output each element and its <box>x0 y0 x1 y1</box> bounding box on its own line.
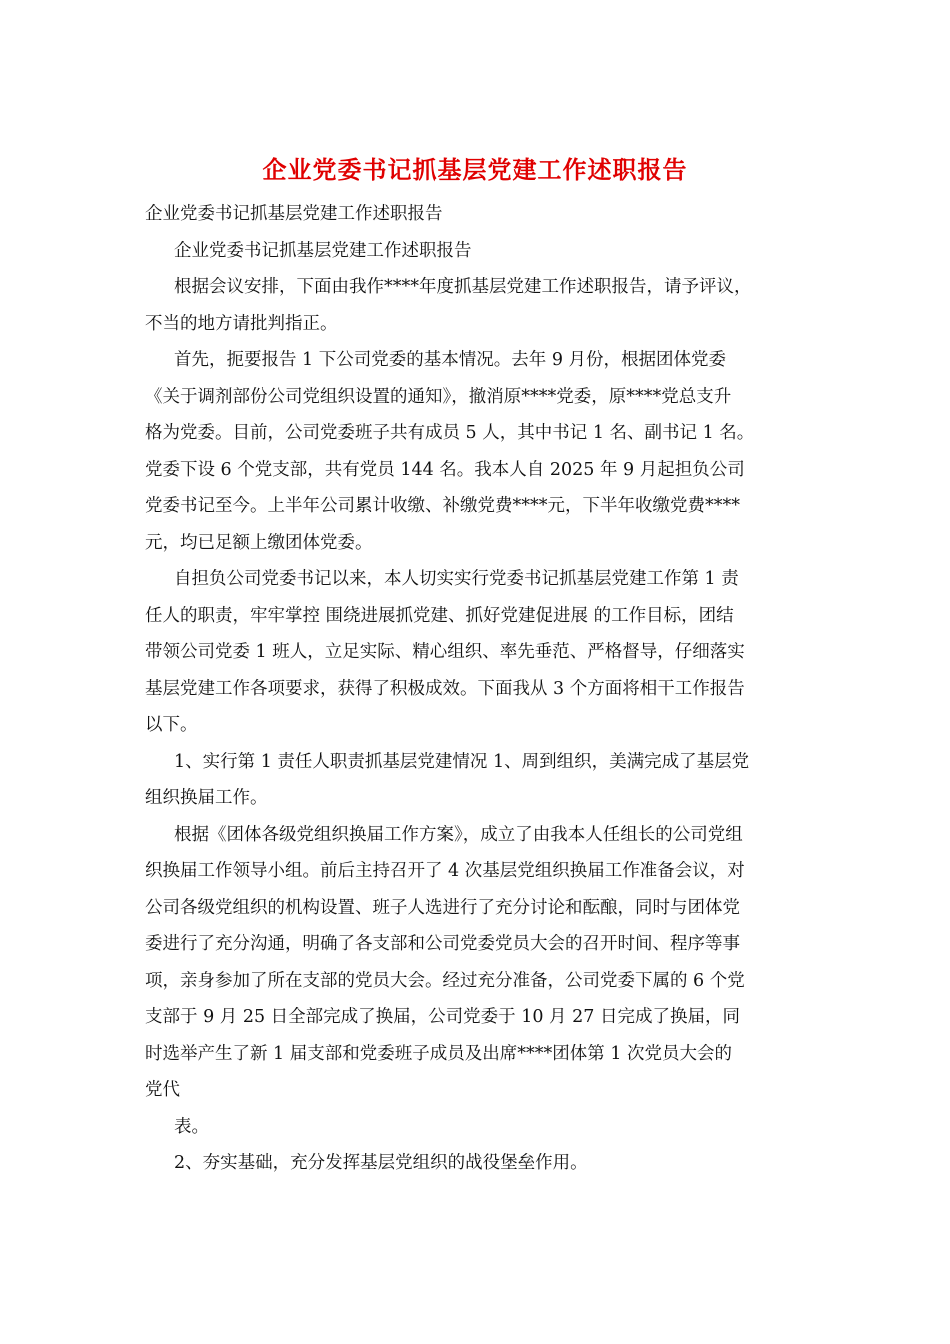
text-line: 不当的地方请批判指正。 <box>145 313 338 334</box>
text-line: 党代 <box>145 1080 180 1100</box>
text-line: 根据《团体各级党组织换届工作方案》，成立了由我本人任组长的公司党组 <box>174 824 743 845</box>
text-line: 党委下设 6 个党支部，共有党员 144 名。我本人自 2025 年 9 月起担负公司 <box>145 459 745 480</box>
text-line: 支部于 9 月 25 日全部完成了换届，公司党委于 10 月 27 日完成了换届，同 <box>145 1007 740 1027</box>
text-line: 织换届工作领导小组。前后主持召开了 4 次基层党组织换届工作准备会议，对 <box>145 861 745 881</box>
text-line: 元，均已足额上缴团体党委。 <box>145 532 373 553</box>
text-line: 1、实行第 1 责任人职责抓基层党建情况 1、周到组织，美满完成了基层党 <box>174 751 750 772</box>
text-line: 根据会议安排，下面由我作****年度抓基层党建工作述职报告，请予评议， <box>174 277 752 297</box>
text-line: 首先，扼要报告 1 下公司党委的基本情况。去年 9 月份，根据团体党委 <box>174 350 727 370</box>
text-line: 委进行了充分沟通，明确了各支部和公司党委党员大会的召开时间、程序等事 <box>145 934 740 954</box>
text-line: 时选举产生了新 1 届支部和党委班子成员及出席****团体第 1 次党员大会的 <box>145 1043 733 1064</box>
text-line: 格为党委。目前，公司党委班子共有成员 5 人，其中书记 1 名、副书记 1 名。 <box>145 423 755 443</box>
text-line: 自担负公司党委书记以来，本人切实实行党委书记抓基层党建工作第 1 责 <box>174 569 739 589</box>
document-body <box>145 196 825 1182</box>
text-line: 2、夯实基础，充分发挥基层党组织的战役堡垒作用。 <box>174 1153 588 1173</box>
text-line: 基层党建工作各项要求，获得了积极成效。下面我从 3 个方面将相干工作报告 <box>145 678 745 699</box>
text-line: 项，亲身参加了所在支部的党员大会。经过充分准备，公司党委下属的 6 个党 <box>145 970 745 991</box>
text-line: 公司各级党组织的机构设置、班子人选进行了充分讨论和酝酿，同时与团体党 <box>145 897 740 918</box>
text-line: 《关于调剂部份公司党组织设置的通知》，撤消原****党委，原****党总支升 <box>145 386 732 407</box>
text-line: 企业党委书记抓基层党建工作述职报告 <box>145 204 443 224</box>
text-line: 企业党委书记抓基层党建工作述职报告 <box>174 240 472 261</box>
text-line: 以下。 <box>145 715 198 735</box>
text-line: 表。 <box>174 1116 209 1137</box>
document-title: 企业党委书记抓基层党建工作述职报告 <box>262 155 688 184</box>
text-line: 党委书记至今。上半年公司累计收缴、补缴党费****元，下半年收缴党费**** <box>145 496 740 516</box>
text-line: 组织换届工作。 <box>145 788 268 808</box>
text-line: 带领公司党委 1 班人，立足实际、精心组织、率先垂范、严格督导，仔细落实 <box>145 642 745 662</box>
text-line: 任人的职责，牢牢掌控 围绕进展抓党建、抓好党建促进展 的工作目标，团结 <box>145 605 734 626</box>
